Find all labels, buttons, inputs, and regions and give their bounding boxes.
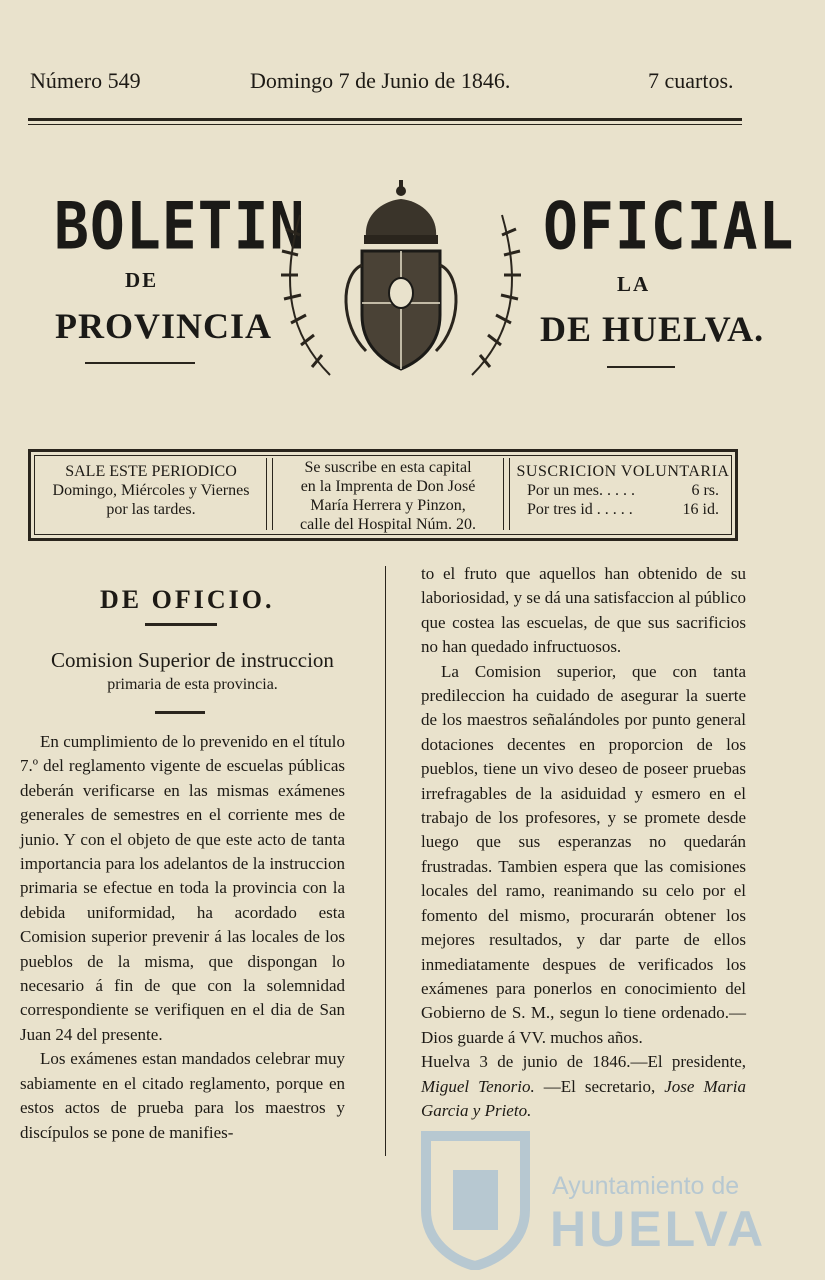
title-de: DE (125, 268, 159, 292)
article-subheading: primaria de esta provincia. (107, 676, 278, 693)
issue-price: 7 cuartos. (648, 68, 734, 93)
publication-schedule (37, 462, 265, 519)
subscription-location (277, 458, 499, 534)
ornament-left (85, 362, 195, 364)
paragraph: En cumplimiento de lo prevenido en el título 7.º del reglamento vigente de escuelas públicas deberán verificarse en las mismas exámenes generales de semestres en el corriente mes de junio. Y con el objeto de que este acto de tanta importancia para los adelantos de la instruccion primaria se efectue en toda la provincia con la debida uniformidad, ha acordado esta Comision superior prevenir á las locales de los pueblos de la misma, que dispongan lo necesario á fin de que con la solemnidad correspondiente se verifiquen en el dia de San Juan 24 del presente. (20, 732, 345, 1044)
location-line-4: calle del Hospital Núm. 20. (300, 516, 476, 533)
left-column (20, 730, 345, 1145)
watermark-line-1: Ayuntamiento de (552, 1172, 740, 1200)
secretary-name: Jose Maria Garcia y Prieto. (421, 1076, 746, 1120)
paragraph: to el fruto que aquellos han obtenido de su laboriosidad, y se dá una satisfaccion al público que costea las escuelas, de que sus sacrificios no han quedado infructuosos. (421, 564, 746, 657)
prices-title: SUSCRICION VOLUNTARIA (516, 463, 730, 480)
watermark-line-2: HUELVA (550, 1201, 767, 1257)
location-line-3: María Herrera y Pinzon, (310, 497, 466, 514)
secretary-label: —El secretario, (543, 1076, 656, 1096)
coat-of-arms-emblem (270, 175, 532, 387)
ornament-right (607, 366, 675, 368)
column-divider (385, 566, 386, 1156)
title-de-huelva: DE HUELVA. (540, 309, 765, 349)
price-row: Por un mes. . . . . 6 rs. (527, 482, 719, 499)
box-divider (266, 458, 273, 530)
subscription-info-box (28, 449, 738, 541)
paragraph: Los exámenes estan mandados celebrar muy sabiamente en el citado reglamento, porque en estos actos de prueba para los maestros y discípulos se pone de manifies- (20, 1049, 345, 1142)
watermark-shield-icon (418, 1130, 533, 1270)
title-boletin: BOLETIN (54, 188, 306, 265)
president-name: Miguel Tenorio. (421, 1076, 535, 1096)
schedule-time: por las tardes. (106, 501, 196, 518)
heading-divider (155, 711, 205, 714)
section-underline (145, 623, 217, 626)
section-title: DE OFICIO. (100, 585, 275, 614)
title-provincia: PROVINCIA (55, 306, 273, 346)
subscription-prices (513, 462, 733, 519)
article-heading: Comision Superior de instruccion (51, 648, 334, 672)
header-rule-thin (28, 124, 742, 125)
location-line-2: en la Imprenta de Don José (300, 478, 476, 495)
price-row: Por tres id . . . . . 16 id. (527, 501, 719, 518)
paragraph: La Comision superior, que con tanta predileccion ha cuidado de asegurar la suerte de los maestros señalándoles por punto general dotaciones decentes en proporcion de los pueblos, tiene un vivo deseo de poseer pruebas irrefragables de la asiduidad y esmero en el trabajo de los profesores, y se promete desde luego que sus esperanzas no quedarán frustradas. Tambien espera que las comisiones locales del ramo, reanimando su celo por el fomento del mismo, procurarán obtener los mejores resultados, y dar parte de ellos inmediatamente despues de verificados los exámenes para ponerlos en conocimiento del Gobierno de S. M., segun lo tiene ordenado.—Dios guarde á VV. muchos años. (421, 661, 746, 1047)
header-rule (28, 118, 742, 121)
title-oficial: OFICIAL (543, 188, 795, 265)
title-la: LA (617, 272, 651, 296)
signature-block (421, 1050, 746, 1123)
schedule-title: SALE ESTE PERIODICO (65, 463, 237, 480)
place-date: Huelva 3 de junio de 1846.—El presidente, (421, 1052, 746, 1072)
right-column (421, 562, 746, 1123)
box-divider (503, 458, 510, 530)
schedule-days: Domingo, Miércoles y Viernes (52, 482, 250, 499)
location-line-1: Se suscribe en esta capital (304, 459, 472, 476)
issue-number: Número 549 (30, 68, 141, 93)
issue-date: Domingo 7 de Junio de 1846. (250, 68, 511, 93)
